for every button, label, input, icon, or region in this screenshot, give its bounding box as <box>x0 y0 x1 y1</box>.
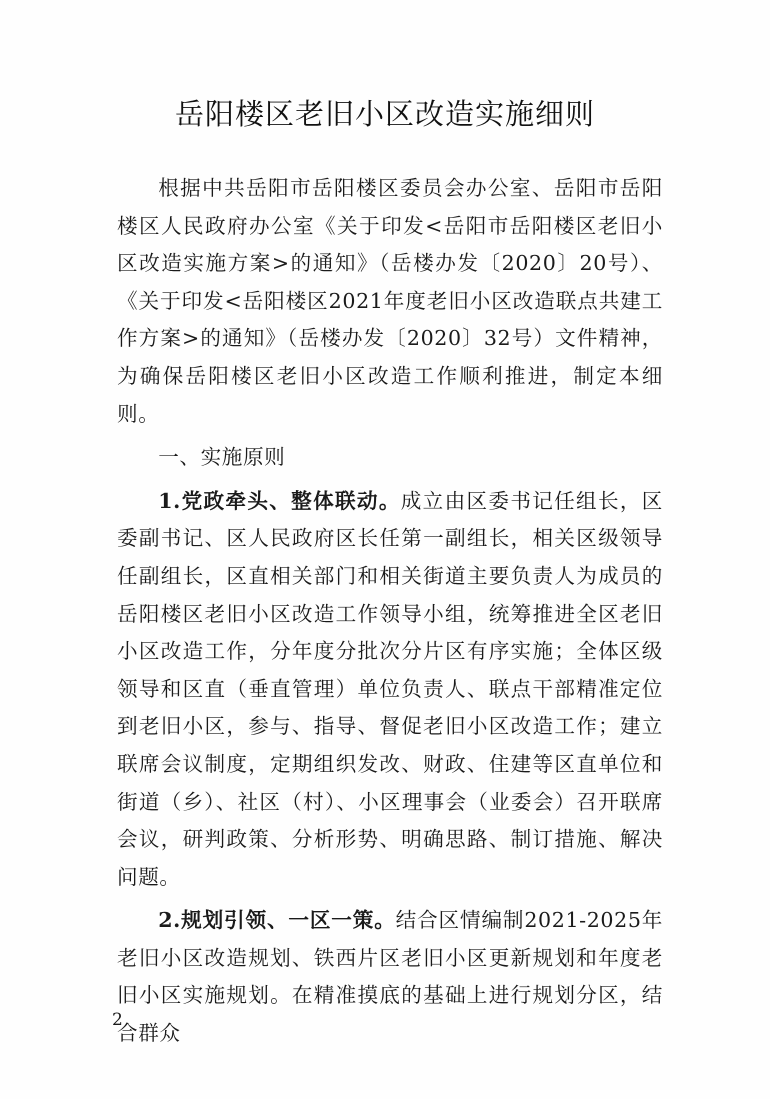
page-number: 2 <box>112 1010 123 1030</box>
principle-item-1-lead: 1.党政牵头、整体联动。 <box>158 488 401 513</box>
intro-paragraph: 根据中共岳阳市岳阳楼区委员会办公室、岳阳市岳阳楼区人民政府办公室《关于印发<岳阳市岳阳楼区老旧小区改造实施方案>的通知》（岳楼办发〔2020〕20号）、《关于印发<岳阳楼区2021年度老旧小区改造联点共建工作方案>的通知》（岳楼办发〔2020〕32号）文件精神，为确保岳阳楼区老旧小区改造工作顺利推进，制定本细则。 <box>117 176 663 426</box>
principle-item-2-body: 结合区情编制2021-2025年老旧小区改造规划、铁西片区老旧小区更新规划和年度老旧小区实施规划。在精准摸底的基础上进行规划分区，结合群众 <box>117 908 663 1046</box>
section-heading-principles: 一、实施原则 <box>158 445 286 470</box>
principle-item-2-lead: 2.规划引领、一区一策。 <box>158 908 396 933</box>
principle-item-1 <box>117 483 663 897</box>
principle-item-2 <box>117 902 663 1052</box>
page-title: 岳阳楼区老旧小区改造实施细则 <box>174 97 595 131</box>
document-body <box>117 170 663 1053</box>
principle-item-1-body: 成立由区委书记任组长，区委副书记、区人民政府区长任第一副组长，相关区级领导任副组长，区直相关部门和相关街道主要负责人为成员的岳阳楼区老旧小区改造工作领导小组，统筹推进全区老旧小区改造工作，分年度分批次分片区有序实施；全体区级领导和区直（垂直管理）单位负责人、联点干部精准定位到老旧小区，参与、指导、督促老旧小区改造工作；建立联席会议制度，定期组织发改、财政、住建等区直单位和街道（乡）、社区（村）、小区理事会（业委会）召开联席会议，研判政策、分析形势、明确思路、制订措施、解决问题。 <box>117 488 663 889</box>
